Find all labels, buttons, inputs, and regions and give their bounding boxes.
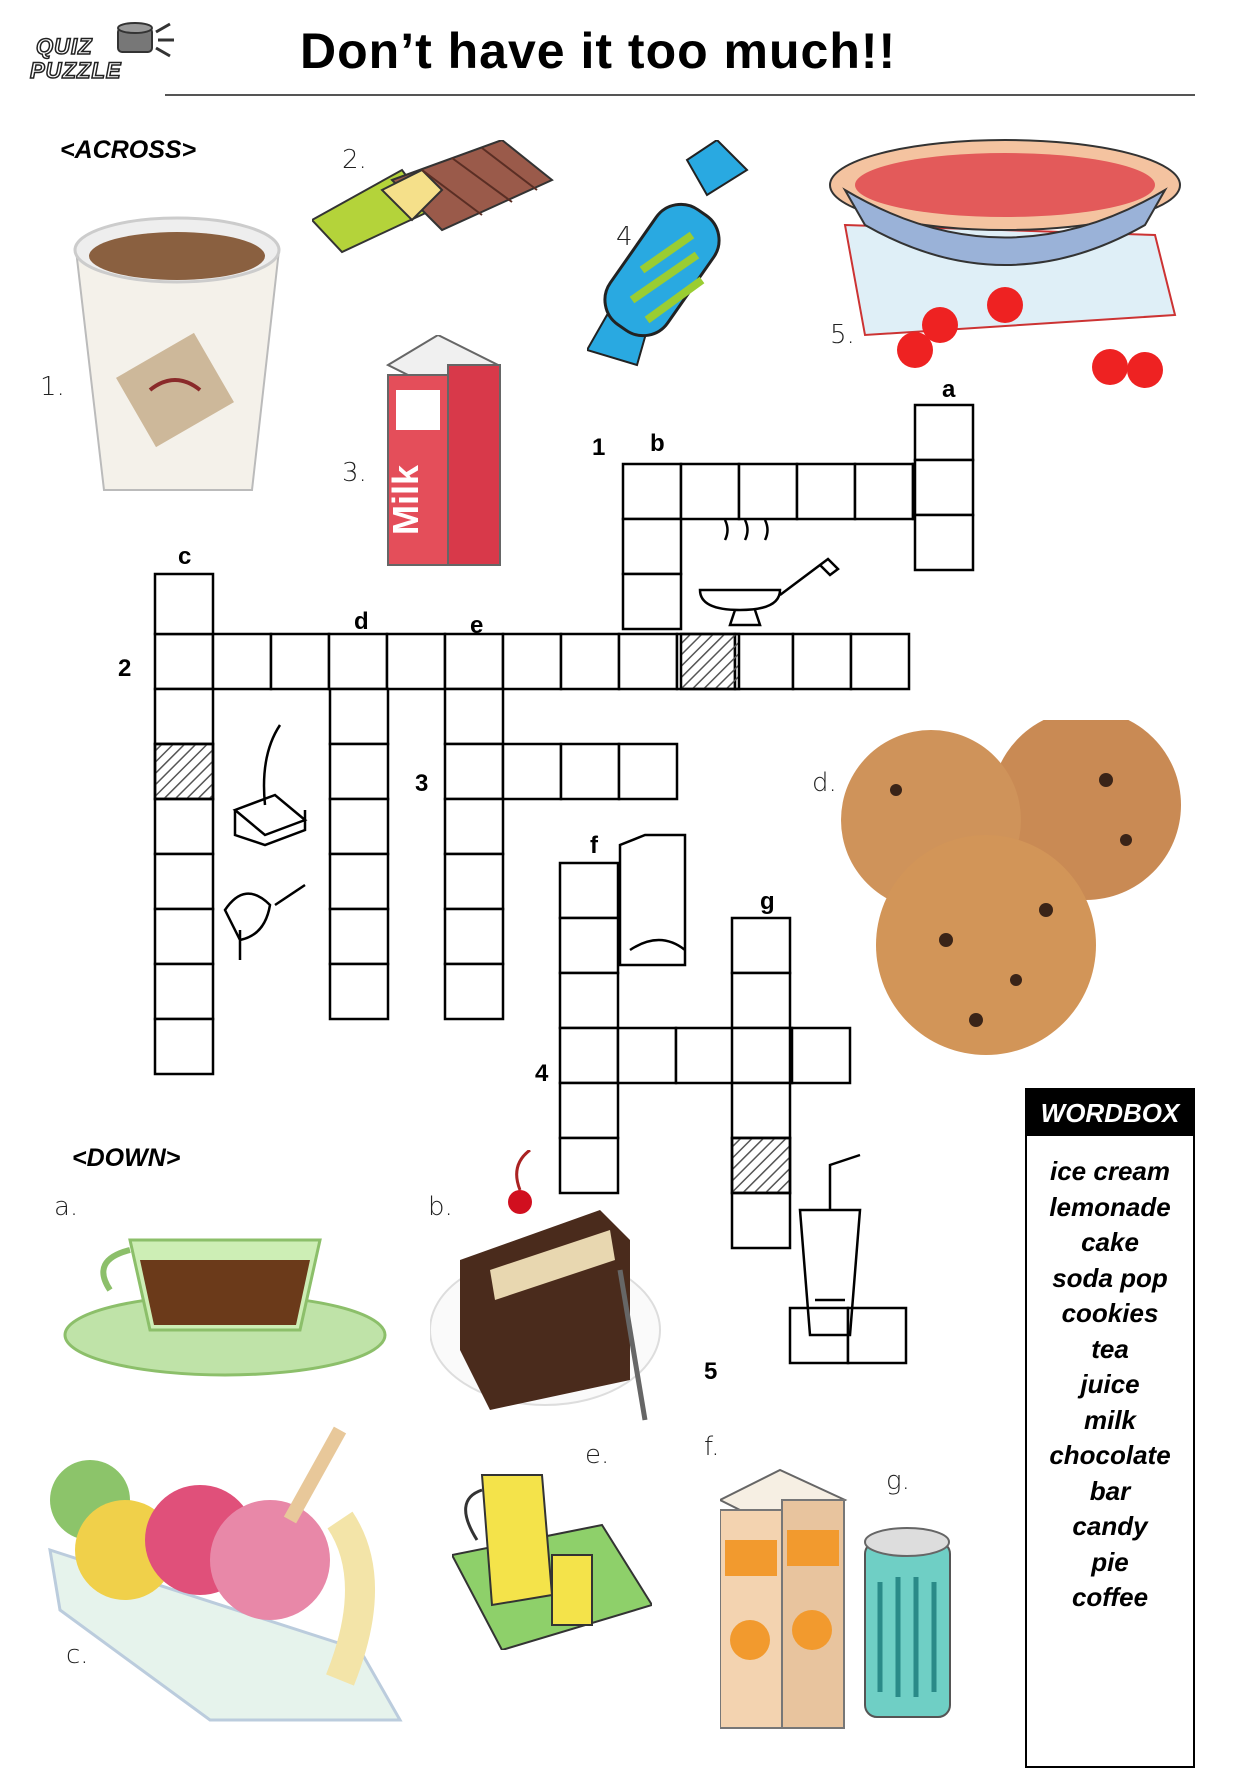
milk-carton-doodle bbox=[620, 835, 685, 965]
grid-label-b: b bbox=[650, 430, 665, 457]
down-b-cell[interactable] bbox=[623, 519, 681, 574]
grid-label-g: g bbox=[760, 888, 775, 915]
logo-text-line1: QUIZ bbox=[36, 34, 93, 59]
down-e-cell[interactable] bbox=[445, 854, 503, 909]
down-e-cell[interactable] bbox=[445, 964, 503, 1019]
down-clue-b-number: b. bbox=[428, 1192, 453, 1222]
svg-text:Milk: Milk bbox=[385, 464, 426, 535]
wordbox bbox=[1025, 1088, 1195, 1768]
across-2-cell[interactable] bbox=[735, 634, 793, 689]
down-c-cell[interactable] bbox=[155, 909, 213, 964]
wordbox-word: candy bbox=[1072, 1511, 1148, 1541]
down-b-cell[interactable] bbox=[623, 574, 681, 629]
down-a-cell[interactable] bbox=[915, 405, 973, 460]
across-4-cell[interactable] bbox=[618, 1028, 676, 1083]
logo-text-line2: PUZZLE bbox=[30, 58, 122, 83]
down-a-cell[interactable] bbox=[915, 515, 973, 570]
blocked-cell bbox=[155, 744, 213, 799]
down-d-cell[interactable] bbox=[330, 744, 388, 799]
wordbox-word: milk bbox=[1083, 1404, 1137, 1435]
wordbox-word: bar bbox=[1089, 1475, 1131, 1506]
across-1-cell[interactable] bbox=[681, 464, 739, 519]
wordbox-word: chocolate bbox=[1049, 1440, 1171, 1470]
wordbox-title: WORDBOX bbox=[1027, 1090, 1193, 1136]
grid-label-2: 2 bbox=[118, 655, 132, 682]
down-f-cell[interactable] bbox=[560, 1083, 618, 1138]
across-1-cell[interactable] bbox=[855, 464, 913, 519]
across-1-cell[interactable] bbox=[739, 464, 797, 519]
grid-label-e: e bbox=[470, 612, 484, 639]
down-g-cell[interactable] bbox=[732, 1083, 790, 1138]
grid-label-1: 1 bbox=[592, 434, 606, 461]
across-clue-3-number: 3. bbox=[342, 458, 367, 488]
down-e-cell[interactable] bbox=[445, 689, 503, 744]
wordbox-word: pie bbox=[1091, 1546, 1129, 1577]
wordbox-word: tea bbox=[1091, 1333, 1129, 1364]
grid-label-d: d bbox=[354, 608, 369, 635]
across-2-cell[interactable] bbox=[155, 634, 213, 689]
down-g-cell[interactable] bbox=[732, 918, 790, 973]
down-f-cell[interactable] bbox=[560, 918, 618, 973]
across-clue-2-number: 2. bbox=[342, 145, 367, 175]
wordbox-word: soda pop bbox=[1052, 1262, 1168, 1293]
across-5-cell[interactable] bbox=[848, 1308, 906, 1363]
wordbox-word: juice bbox=[1080, 1369, 1140, 1399]
across-2-cell[interactable] bbox=[271, 634, 329, 689]
across-1-cell[interactable] bbox=[623, 464, 681, 519]
down-clue-c-number: c. bbox=[66, 1640, 89, 1670]
across-2-cell[interactable] bbox=[213, 634, 271, 689]
cake-doodle bbox=[235, 725, 305, 845]
down-e-cell[interactable] bbox=[445, 799, 503, 854]
down-d-cell[interactable] bbox=[330, 689, 388, 744]
down-d-cell[interactable] bbox=[330, 909, 388, 964]
down-d-cell[interactable] bbox=[330, 799, 388, 854]
down-d-cell[interactable] bbox=[330, 964, 388, 1019]
down-c-cell[interactable] bbox=[155, 964, 213, 1019]
wordbox-word: cookies bbox=[1061, 1298, 1159, 1328]
down-c-cell[interactable] bbox=[155, 854, 213, 909]
across-2-cell[interactable] bbox=[851, 634, 909, 689]
blocked-cell bbox=[681, 634, 739, 689]
wordbox-word: lemonade bbox=[1049, 1191, 1171, 1222]
across-1-cell[interactable] bbox=[797, 464, 855, 519]
down-a-cell[interactable] bbox=[915, 460, 973, 515]
across-clue-1-number: 1. bbox=[40, 372, 65, 402]
down-c-cell[interactable] bbox=[155, 799, 213, 854]
across-2-cell[interactable] bbox=[619, 634, 677, 689]
down-g-cell[interactable] bbox=[732, 1028, 790, 1083]
down-f-cell[interactable] bbox=[560, 973, 618, 1028]
grid-label-c: c bbox=[178, 543, 192, 570]
page-title: Don’t have it too much!! bbox=[300, 23, 897, 79]
down-clue-d-number: d. bbox=[812, 768, 837, 798]
down-c-cell[interactable] bbox=[155, 689, 213, 744]
mouse-doodle bbox=[225, 885, 305, 960]
down-clue-f-number: f. bbox=[704, 1432, 720, 1462]
teacup-doodle bbox=[700, 520, 838, 625]
down-clue-a-number: a. bbox=[54, 1192, 79, 1222]
down-f-cell[interactable] bbox=[560, 1028, 618, 1083]
grid-label-f: f bbox=[590, 832, 598, 859]
across-2-cell[interactable] bbox=[387, 634, 445, 689]
wordbox-word: coffee bbox=[1071, 1582, 1149, 1612]
down-f-cell[interactable] bbox=[560, 863, 618, 918]
across-2-cell[interactable] bbox=[793, 634, 851, 689]
down-c-cell[interactable] bbox=[155, 574, 213, 634]
wordbox-list bbox=[1027, 1136, 1193, 1616]
across-clue-4-number: 4. bbox=[616, 222, 641, 252]
down-c-cell[interactable] bbox=[155, 1019, 213, 1074]
across-2-cell[interactable] bbox=[445, 634, 503, 689]
across-4-cell[interactable] bbox=[792, 1028, 850, 1083]
grid-label-3: 3 bbox=[415, 770, 429, 797]
grid-label-5: 5 bbox=[704, 1358, 718, 1385]
down-g-cell[interactable] bbox=[732, 973, 790, 1028]
across-heading: <ACROSS> bbox=[60, 136, 197, 164]
down-d-cell[interactable] bbox=[330, 854, 388, 909]
across-3-cell[interactable] bbox=[503, 744, 561, 799]
grid-label-4: 4 bbox=[535, 1060, 549, 1087]
across-2-cell[interactable] bbox=[503, 634, 561, 689]
grid-label-a: a bbox=[942, 376, 956, 403]
wordbox-word: cake bbox=[1081, 1227, 1139, 1257]
across-2-cell[interactable] bbox=[561, 634, 619, 689]
down-e-cell[interactable] bbox=[445, 909, 503, 964]
down-heading: <DOWN> bbox=[72, 1144, 181, 1172]
down-e-cell[interactable] bbox=[445, 744, 503, 799]
wordbox-word: ice cream bbox=[1050, 1156, 1170, 1186]
down-clue-g-number: g. bbox=[886, 1466, 910, 1496]
blocked-cell bbox=[732, 1138, 790, 1193]
down-f-cell[interactable] bbox=[560, 1138, 618, 1193]
across-clue-5-number: 5. bbox=[830, 320, 855, 350]
across-3-cell[interactable] bbox=[619, 744, 677, 799]
across-2-cell[interactable] bbox=[329, 634, 387, 689]
down-g-cell[interactable] bbox=[732, 1193, 790, 1248]
across-3-cell[interactable] bbox=[561, 744, 619, 799]
across-4-cell[interactable] bbox=[676, 1028, 734, 1083]
down-clue-e-number: e. bbox=[585, 1440, 610, 1470]
